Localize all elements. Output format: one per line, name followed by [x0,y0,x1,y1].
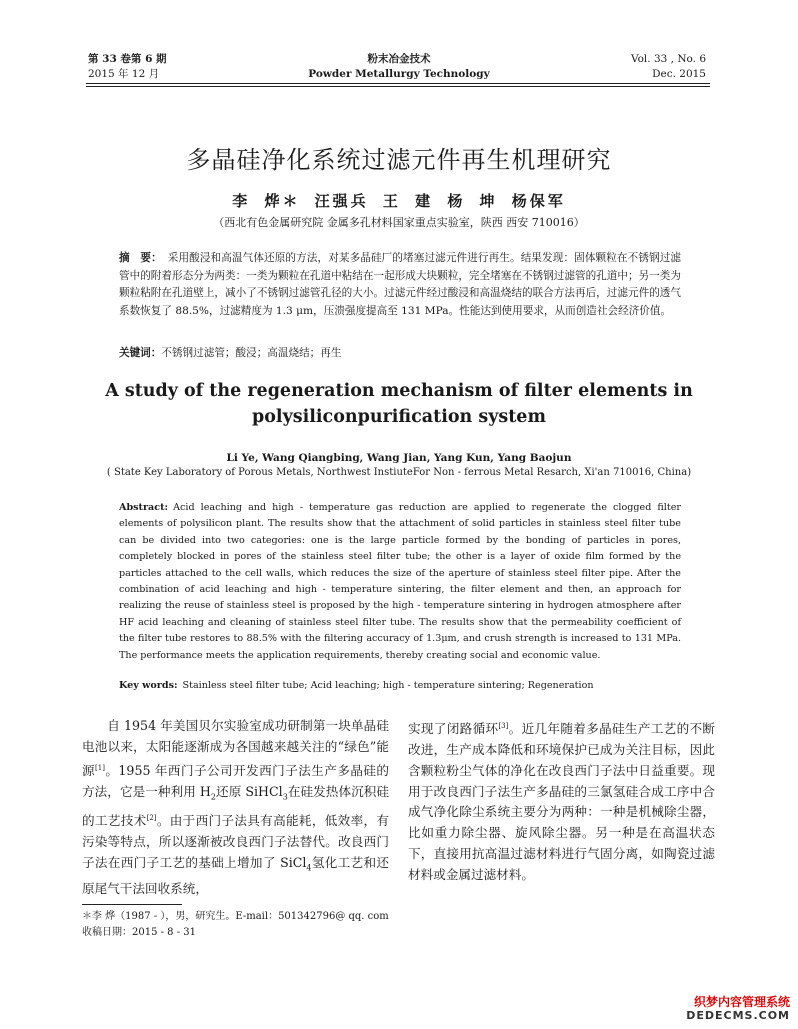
abstract-cn-text: 采用酸浸和高温气体还原的方法，对某多晶硅厂的堵塞过滤元件进行再生。结果发现：固体颗粒在不锈钢过滤管中的附着形态分为两类：一类为颗粒在孔道中粘结在一起形成大块颗粒，完全堵塞在不锈钢过滤管的孔道中；另一类为颗粒粘附在孔道壁上，减小了不锈钢过滤管孔径的大小。过滤元件经过酸浸和高温烧结的联合方法再后，过滤元件的透气系数恢复了 88.5%，过滤精度为 1.3 μm，压溃强度提高至 131 MPa。性能达到使用要求，从而创造社会经济价值。 [119,252,681,317]
issue-cn: 第 33 卷第 6 期 [88,53,167,65]
abstract-cn-label: 摘 要： [119,252,162,264]
watermark [686,995,790,1023]
body-paragraph [408,716,715,886]
date-cn: 2015 年 12 月 [88,68,160,80]
authors-cn: 李 烨＊ 汪强兵 王 建 杨 坤 杨保军 [232,192,566,210]
citation-ref: [2] [146,813,157,822]
affiliation-en: ( State Key Laboratory of Porous Metals, Northwest InstiuteFor Non - ferrous Metal Resarch, Xi'an 710016, China) [106,467,692,478]
header-rule-top [86,83,710,84]
body-text: 氢化工艺和还原尾气干法回收系统， [82,854,390,896]
keywords-cn [119,345,681,360]
title-cn: 多晶硅净化系统过滤元件再生机理研究 [186,146,612,174]
abstract-en [119,500,681,664]
citation-ref: [1] [95,763,105,772]
footnote-author: ＊李 烨（1987 - ），男，研究生。E-mail：501342796@ qq. com [82,911,389,922]
body-text: 。近几年随着多晶硅生产工艺的不断改进，生产成本降低和环境保护已成为关注目标，因此含颗粒粉尘气体的净化在改良西门子法中日益重要。现用于改良西门子法生产多晶硅的三氯氢硅合成工序中合成气净化除尘系统主要分为两种：一种是机械除尘器，比如重力除尘器、旋风除尘器。另一种是在高温状态下，直接用抗高温过滤材料进行气固分离，如陶瓷过滤材料或金属过滤材料。 [408,721,716,882]
body-column-left [82,716,389,900]
keywords-cn-label: 关键词： [119,347,162,359]
citation-ref: [3] [498,722,509,730]
keywords-en [119,680,681,691]
running-header-right [631,52,706,82]
body-text: 在硅发热体沉积硅的工艺技术 [82,783,389,829]
journal-name-en: Powder Metallurgy Technology [308,68,490,80]
watermark-line2: DEDECMS.COM [686,1009,790,1022]
abstract-en-label: Abstract: [119,502,169,513]
body-text: 。由于西门子法具有高能耗，低效率，有污染等特点，所以逐渐被改良西门子法替代。改良西门子法在西门子工艺的基础上增加了 SiCl [82,813,390,870]
subscript: 4 [306,863,312,873]
volume-en: Vol. 33 , No. 6 [630,53,706,65]
body-text: 实现了闭路循环 [408,721,499,737]
body-text: 自 1954 年美国贝尔实验室成功研制第一块单晶硅电池以来，太阳能逐渐成为各国越来越关注的“绿色”能源 [82,718,389,778]
body-column-right [408,716,715,886]
watermark-line1: 织梦内容管理系统 [693,995,790,1009]
abstract-cn [119,250,681,320]
body-paragraph [82,716,389,900]
header-rule-bottom [86,86,710,87]
footnote-rule [82,904,182,905]
running-header-center [250,52,548,82]
subscript: 3 [282,792,288,802]
footnote-received: 收稿日期：2015 - 8 - 31 [82,927,197,938]
journal-name-cn: 粉末冶金技术 [367,53,431,65]
title-en [60,378,738,430]
body-text: 。1955 年西门子公司开发西门子法生产多晶硅的方法，它是一种利用 H [82,762,389,799]
subscript: 2 [210,792,216,802]
keywords-cn-text: 不锈钢过滤管；酸浸；高温烧结；再生 [161,347,342,359]
date-en: Dec. 2015 [652,68,706,80]
title-en-line2: polysiliconpurification system [252,407,546,427]
affiliation-cn: （西北有色金属研究院 金属多孔材料国家重点实验室，陕西 西安 710016） [213,216,585,229]
body-text: 还原 SiHCl [215,783,283,799]
authors-en: Li Ye, Wang Qiangbing, Wang Jian, Yang Kun, Yang Baojun [226,452,572,464]
keywords-en-label: Key words: [119,680,178,691]
running-header-left [88,52,167,82]
title-en-line1: A study of the regeneration mechanism of filter elements in [105,381,693,401]
keywords-en-text: Stainless steel filter tube; Acid leaching; high - temperature sintering; Regeneration [182,680,594,691]
abstract-en-text: Acid leaching and high - temperature gas reduction are applied to regenerate the clogged filter elements of polysilicon plant. The results show that the attachment of solid particles in stainless steel filter tube can be divided into two categories: one is the large particle formed by the bonding of particles in pores, completely blocked in pores of the stainless steel filter tube; the other is a layer of oxide film formed by the particles attached to the cell walls, which reduces the size of the aperture of stainless steel filter pipe. After the combination of acid leaching and high - temperature sintering, the filter element and then, an approach for realizing the reuse of stainless steel is proposed by the high - temperature sintering in hydrogen atmosphere after HF acid leaching and cleaning of stainless steel filter tube. The results show that the permeability coefficient of the filter tube restores to 88.5% with the filtering accuracy of 1.3μm, and crush strength is increased to 131 MPa. The performance meets the application requirements, thereby creating social and economic value. [119,502,681,661]
